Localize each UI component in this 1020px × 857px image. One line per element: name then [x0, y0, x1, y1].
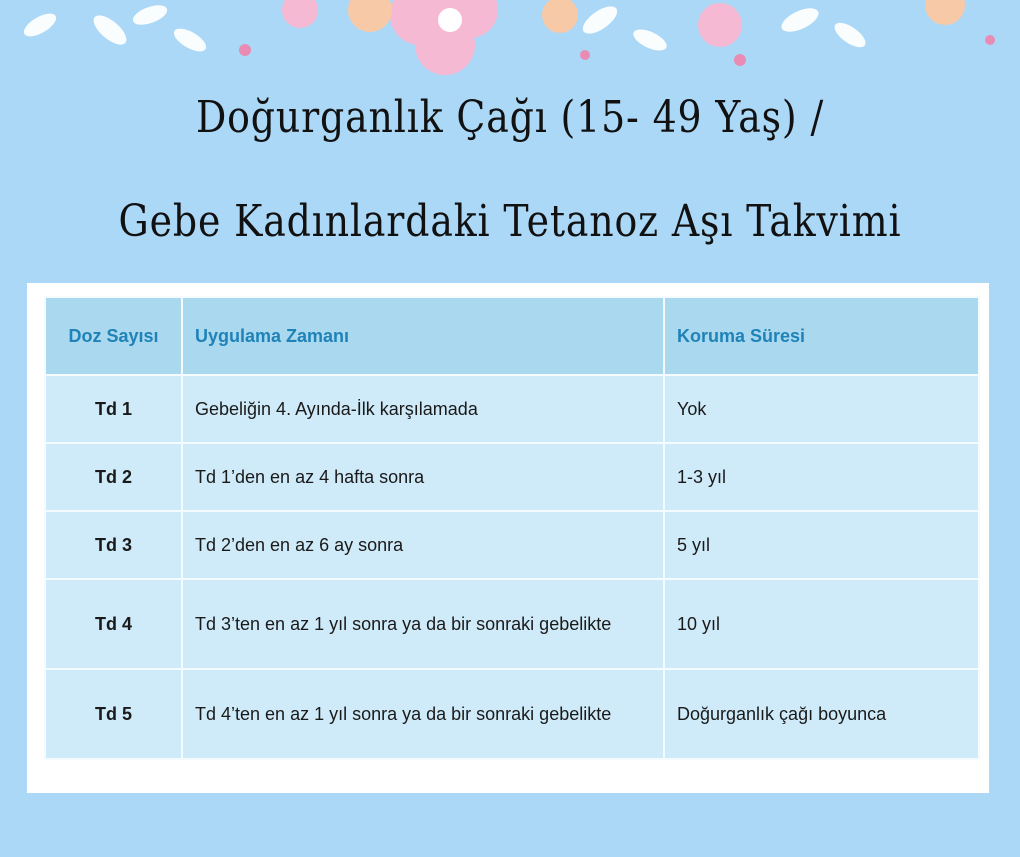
table-row — [45, 375, 979, 443]
application-time-cell: Td 3’ten en az 1 yıl sonra ya da bir sonraki gebelikte — [182, 579, 664, 669]
floral-decoration — [0, 0, 1020, 90]
protection-cell: 1-3 yıl — [664, 443, 979, 511]
application-time-cell: Gebeliğin 4. Ayında-İlk karşılamada — [182, 375, 664, 443]
dose-cell: Td 1 — [45, 375, 182, 443]
table-row — [45, 579, 979, 669]
protection-cell: Yok — [664, 375, 979, 443]
page-title-line-1: Doğurganlık Çağı (15- 49 Yaş) / — [195, 92, 825, 143]
dose-cell: Td 4 — [45, 579, 182, 669]
dose-cell: Td 3 — [45, 511, 182, 579]
header-application-time: Uygulama Zamanı — [182, 297, 664, 375]
table-row — [45, 511, 979, 579]
schedule-card — [27, 283, 989, 793]
dose-cell: Td 5 — [45, 669, 182, 759]
protection-cell: 10 yıl — [664, 579, 979, 669]
application-time-cell: Td 1’den en az 4 hafta sonra — [182, 443, 664, 511]
table-header-row — [45, 297, 979, 375]
header-dose-count: Doz Sayısı — [45, 297, 182, 375]
vaccine-schedule-table — [44, 296, 980, 760]
page-title-line-2: Gebe Kadınlardaki Tetanoz Aşı Takvimi — [118, 196, 902, 247]
table-row — [45, 669, 979, 759]
application-time-cell: Td 2’den en az 6 ay sonra — [182, 511, 664, 579]
dose-cell: Td 2 — [45, 443, 182, 511]
header-protection-duration: Koruma Süresi — [664, 297, 979, 375]
application-time-cell: Td 4’ten en az 1 yıl sonra ya da bir sonraki gebelikte — [182, 669, 664, 759]
protection-cell: 5 yıl — [664, 511, 979, 579]
protection-cell: Doğurganlık çağı boyunca — [664, 669, 979, 759]
table-row — [45, 443, 979, 511]
